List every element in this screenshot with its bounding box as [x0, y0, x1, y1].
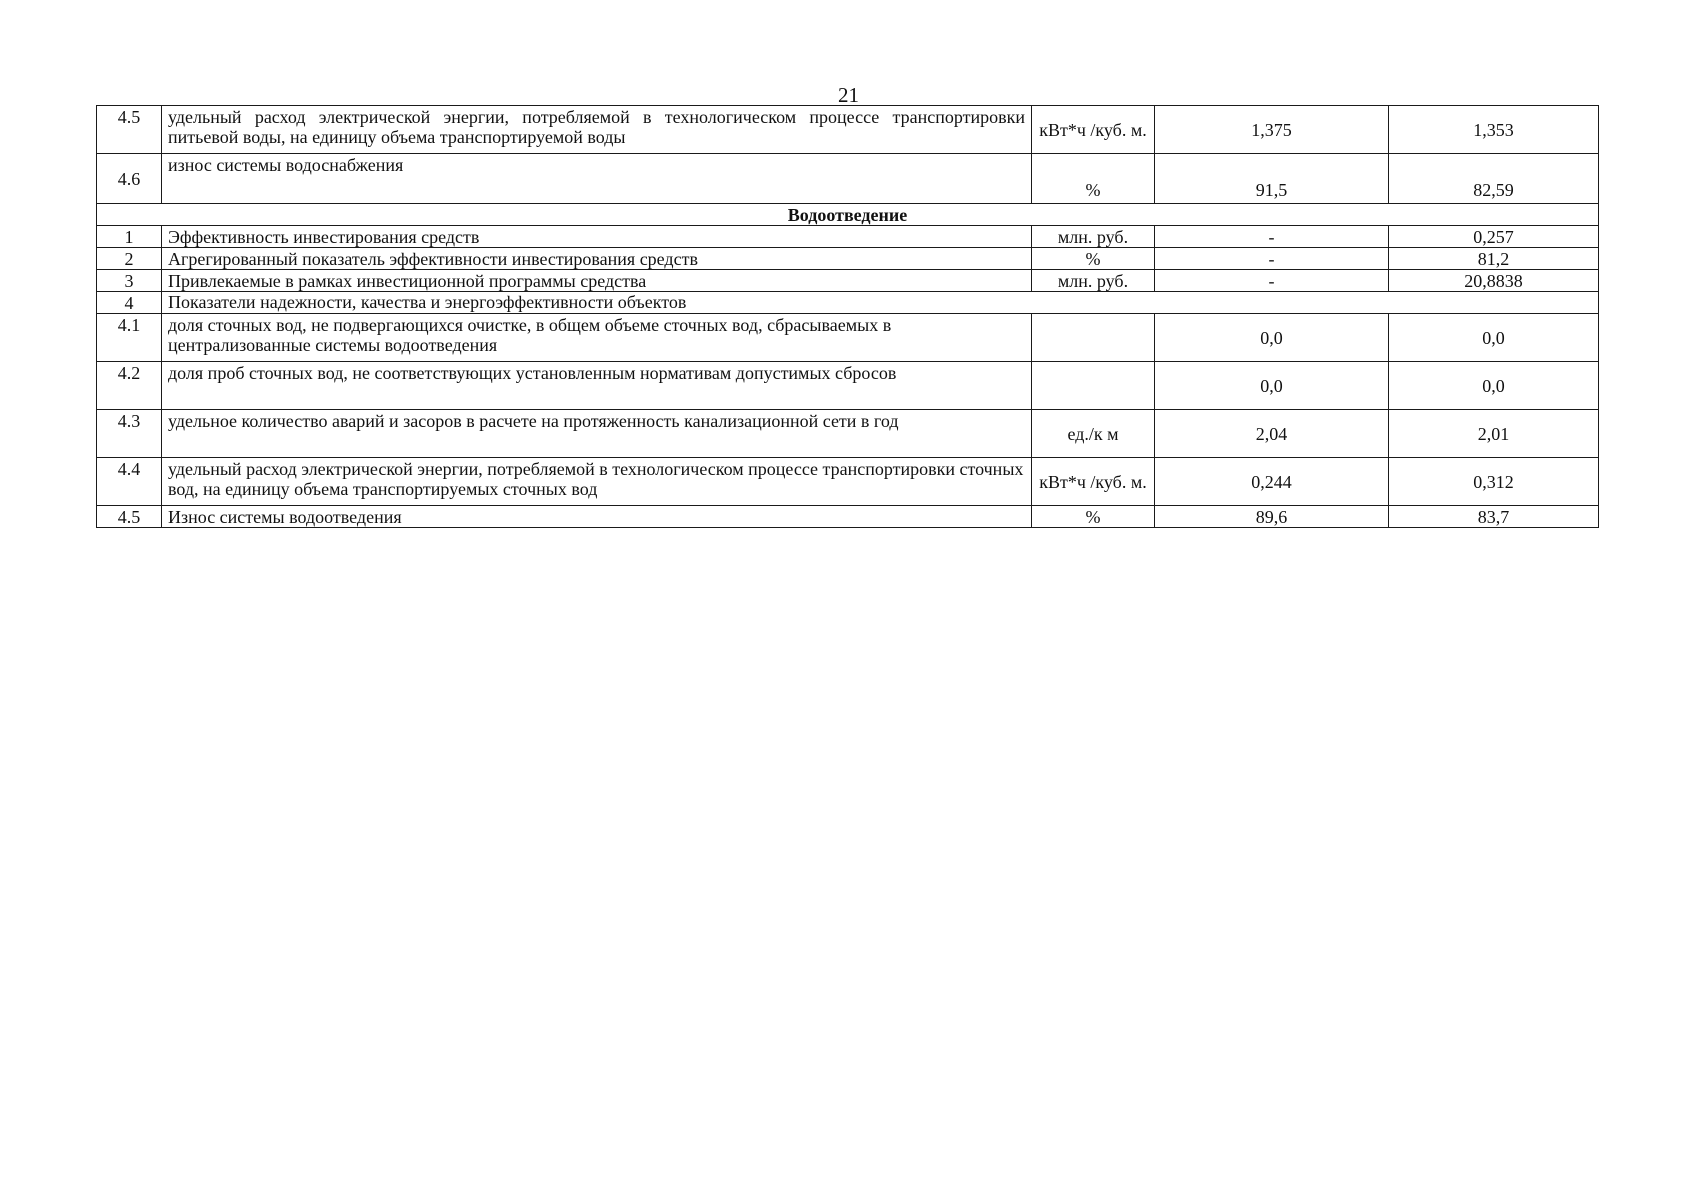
row-description: Показатели надежности, качества и энергоэффективности объектов — [162, 292, 1599, 314]
row-description: Агрегированный показатель эффективности инвестирования средств — [162, 248, 1032, 270]
row-value-2: 20,8838 — [1389, 270, 1599, 292]
row-value-2: 81,2 — [1389, 248, 1599, 270]
row-unit: ед./к м — [1032, 410, 1155, 458]
row-value-1: - — [1155, 248, 1389, 270]
row-number: 4 — [97, 292, 162, 314]
row-unit: % — [1032, 248, 1155, 270]
row-value-2: 0,257 — [1389, 226, 1599, 248]
table-row — [97, 458, 1599, 506]
row-value-1: 2,04 — [1155, 410, 1389, 458]
row-description: Износ системы водоотведения — [162, 506, 1032, 528]
row-number: 3 — [97, 270, 162, 292]
indicators-table — [96, 105, 1599, 528]
row-number: 1 — [97, 226, 162, 248]
row-value-2: 1,353 — [1389, 106, 1599, 154]
row-number: 4.5 — [97, 506, 162, 528]
row-value-1: 91,5 — [1155, 154, 1389, 204]
row-unit: млн. руб. — [1032, 226, 1155, 248]
row-unit: кВт*ч /куб. м. — [1032, 458, 1155, 506]
row-unit: % — [1032, 154, 1155, 204]
row-description: Эффективность инвестирования средств — [162, 226, 1032, 248]
section-title: Водоотведение — [97, 204, 1599, 226]
section-header-row — [97, 204, 1599, 226]
row-unit: % — [1032, 506, 1155, 528]
row-description: доля сточных вод, не подвергающихся очистке, в общем объеме сточных вод, сбрасываемых в централизованные системы водоотведения — [162, 314, 1032, 362]
table-row — [97, 154, 1599, 204]
row-description: удельный расход электрической энергии, потребляемой в технологическом процессе транспортировки сточных вод, на единицу объема транспортируемых сточных вод — [162, 458, 1032, 506]
table-row — [97, 106, 1599, 154]
row-description: удельное количество аварий и засоров в расчете на протяженность канализационной сети в год — [162, 410, 1032, 458]
row-value-2: 0,312 — [1389, 458, 1599, 506]
row-value-2: 83,7 — [1389, 506, 1599, 528]
row-value-1: 89,6 — [1155, 506, 1389, 528]
group-row — [97, 292, 1599, 314]
row-value-1: 0,244 — [1155, 458, 1389, 506]
table-row — [97, 410, 1599, 458]
row-number: 2 — [97, 248, 162, 270]
row-unit — [1032, 362, 1155, 410]
row-number: 4.4 — [97, 458, 162, 506]
row-value-2: 2,01 — [1389, 410, 1599, 458]
row-number: 4.6 — [97, 154, 162, 204]
row-value-2: 0,0 — [1389, 362, 1599, 410]
row-number: 4.1 — [97, 314, 162, 362]
table-row — [97, 248, 1599, 270]
page-number: 21 — [838, 83, 859, 107]
row-description: удельный расход электрической энергии, потребляемой в технологическом процессе транспортировки питьевой воды, на единицу объема транспортируемой воды — [162, 106, 1032, 154]
row-value-1: 0,0 — [1155, 362, 1389, 410]
row-description: износ системы водоснабжения — [162, 154, 1032, 204]
row-value-1: 1,375 — [1155, 106, 1389, 154]
table-row — [97, 506, 1599, 528]
row-unit — [1032, 314, 1155, 362]
row-number: 4.2 — [97, 362, 162, 410]
row-number: 4.3 — [97, 410, 162, 458]
row-unit: кВт*ч /куб. м. — [1032, 106, 1155, 154]
row-value-2: 82,59 — [1389, 154, 1599, 204]
table-row — [97, 226, 1599, 248]
row-description: Привлекаемые в рамках инвестиционной программы средства — [162, 270, 1032, 292]
row-unit: млн. руб. — [1032, 270, 1155, 292]
table-row — [97, 362, 1599, 410]
table-row — [97, 314, 1599, 362]
row-value-1: - — [1155, 270, 1389, 292]
row-value-1: 0,0 — [1155, 314, 1389, 362]
row-description: доля проб сточных вод, не соответствующих установленным нормативам допустимых сбросов — [162, 362, 1032, 410]
row-value-1: - — [1155, 226, 1389, 248]
row-value-2: 0,0 — [1389, 314, 1599, 362]
row-number: 4.5 — [97, 106, 162, 154]
table-row — [97, 270, 1599, 292]
